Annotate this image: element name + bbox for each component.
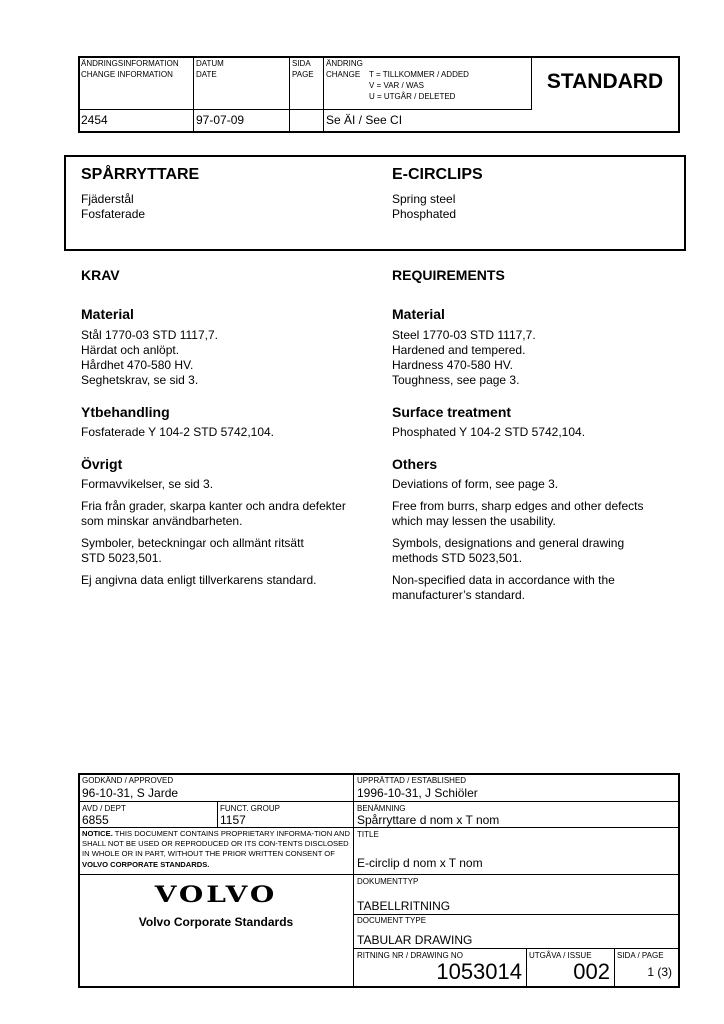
change-text: Se ÄI / See CI <box>326 113 403 127</box>
sv-others-4: Ej angivna data enligt tillverkarens standard. <box>81 573 317 587</box>
page-no-label: SIDA / PAGE <box>617 951 664 960</box>
notice-bold-company: VOLVO CORPORATE STANDARDS. <box>82 859 210 869</box>
en-others-1: Deviations of form, see page 3. <box>392 477 559 491</box>
en-others-4: Non-specified data in accordance with the manufacturer’s standard. <box>392 573 615 602</box>
title-block-line <box>79 827 353 828</box>
title-sv <box>81 166 199 184</box>
change-legend: T = TILLKOMMER / ADDED V = VAR / WAS U = UTGÅR / DELETED <box>369 70 469 101</box>
title-en-line2: Phosphated <box>392 207 457 221</box>
notice-body: THIS DOCUMENT CONTAINS PROPRIETARY INFORMA-TION AND SHALL NOT BE USED OR REPRODUCED OR ITS CON-TENTS DISCLOSED IN WHOLE OR IN PART, WITHOUT THE PRIOR WRITTEN CONSENT OF <box>82 829 350 859</box>
header-col-line <box>193 57 194 132</box>
requirements-heading: REQUIREMENTS <box>392 267 505 283</box>
sv-others-1: Formavvikelser, se sid 3. <box>81 477 214 491</box>
title-en-heading: E-CIRCLIPS <box>392 166 483 183</box>
title-block-line <box>79 801 353 802</box>
title-sv-line1: Fjäderstål <box>81 192 134 206</box>
doctype-en-value: TABULAR DRAWING <box>357 933 473 947</box>
title-label: TITLE <box>357 830 379 839</box>
notice-text <box>82 829 350 870</box>
change-number: 2454 <box>81 113 108 127</box>
title-value: E-circlip d nom x T nom <box>357 856 483 870</box>
sv-others-3: Symboler, beteckningar och allmänt ritsätt STD 5023,501. <box>81 536 304 565</box>
en-material-text: Steel 1770-03 STD 1117,7. Hardened and tempered. Hardness 470-580 HV. Toughness, see page 3. <box>392 328 536 387</box>
title-block-line <box>354 801 679 802</box>
funct-group-label: FUNCT. GROUP <box>220 804 280 813</box>
corp-standards: Volvo Corporate Standards <box>138 915 294 929</box>
en-column <box>392 267 692 603</box>
en-others-heading: Others <box>392 456 438 472</box>
en-surface-heading: Surface treatment <box>392 404 512 420</box>
page-no-value: 1 (3) <box>647 965 672 979</box>
title-block-line <box>354 948 679 949</box>
change-label-en: CHANGE <box>326 70 361 79</box>
header-col-line <box>289 57 290 132</box>
page-label: SIDA PAGE <box>292 59 314 79</box>
change-date: 97-07-09 <box>196 113 245 127</box>
established-label: UPPRÄTTAD / ESTABLISHED <box>357 776 467 785</box>
title-en-line1: Spring steel <box>392 192 456 206</box>
date-label: DATUM DATE <box>196 59 224 79</box>
sv-others-2: Fria från grader, skarpa kanter och andra defekter som minskar användbarheten. <box>81 499 346 528</box>
issue-label: UTGÅVA / ISSUE <box>529 951 592 960</box>
dept-value: 6855 <box>82 813 109 827</box>
header-col-line <box>323 57 324 132</box>
doctype-en-label: DOCUMENT TYPE <box>357 916 427 925</box>
standard-label: STANDARD <box>546 70 664 93</box>
volvo-logo: VOLVO <box>154 881 278 908</box>
change-label: ÄNDRING <box>326 59 363 68</box>
sv-material-heading: Material <box>81 306 134 322</box>
drawing-no-value: 1053014 <box>436 959 522 984</box>
sv-others-heading: Övrigt <box>81 456 123 472</box>
dept-label: AVD / DEPT <box>82 804 126 813</box>
sv-surface-text: Fosfaterade Y 104-2 STD 5742,104. <box>81 425 275 439</box>
notice-bold: NOTICE. <box>82 829 113 838</box>
doctype-label: DOKUMENTTYP <box>357 877 419 886</box>
title-sv-heading: SPÅRRYTTARE <box>81 166 200 183</box>
title-block-line <box>526 948 527 987</box>
sv-surface-heading: Ytbehandling <box>81 404 170 420</box>
en-others-2: Free from burrs, sharp edges and other defects which may lessen the usability. <box>392 499 644 528</box>
title-sv-line2: Fosfaterade <box>81 207 146 221</box>
name-value: Spårryttare d nom x T nom <box>357 813 500 827</box>
approved-label: GODKÄND / APPROVED <box>82 776 174 785</box>
change-info-label: ÄNDRINGSINFORMATION CHANGE INFORMATION <box>81 59 179 79</box>
krav-heading: KRAV <box>81 267 120 283</box>
doctype-value: TABELLRITNING <box>357 899 451 913</box>
title-block-line <box>354 874 679 875</box>
title-block-line <box>614 948 615 987</box>
approved-value: 96-10-31, S Jarde <box>82 786 179 800</box>
title-en <box>392 166 483 184</box>
sv-column <box>81 267 381 588</box>
name-label: BENÄMNING <box>357 804 406 813</box>
en-others-3: Symbols, designations and general drawing methods STD 5023,501. <box>392 536 625 565</box>
title-block-line <box>79 874 353 875</box>
established-value: 1996-10-31, J Schiöler <box>357 786 478 800</box>
title-block-divider <box>353 774 354 987</box>
header-divider <box>79 109 531 110</box>
title-block-line <box>217 802 218 827</box>
en-surface-text: Phosphated Y 104-2 STD 5742,104. <box>392 425 586 439</box>
sv-material-text: Stål 1770-03 STD 1117,7. Härdat och anlöpt. Hårdhet 470-580 HV. Seghetskrav, se sid 3. <box>81 328 218 387</box>
drawing-no-label: RITNING NR / DRAWING NO <box>357 951 463 960</box>
en-material-heading: Material <box>392 306 445 322</box>
issue-value: 002 <box>573 959 610 984</box>
funct-group-value: 1157 <box>220 813 246 827</box>
